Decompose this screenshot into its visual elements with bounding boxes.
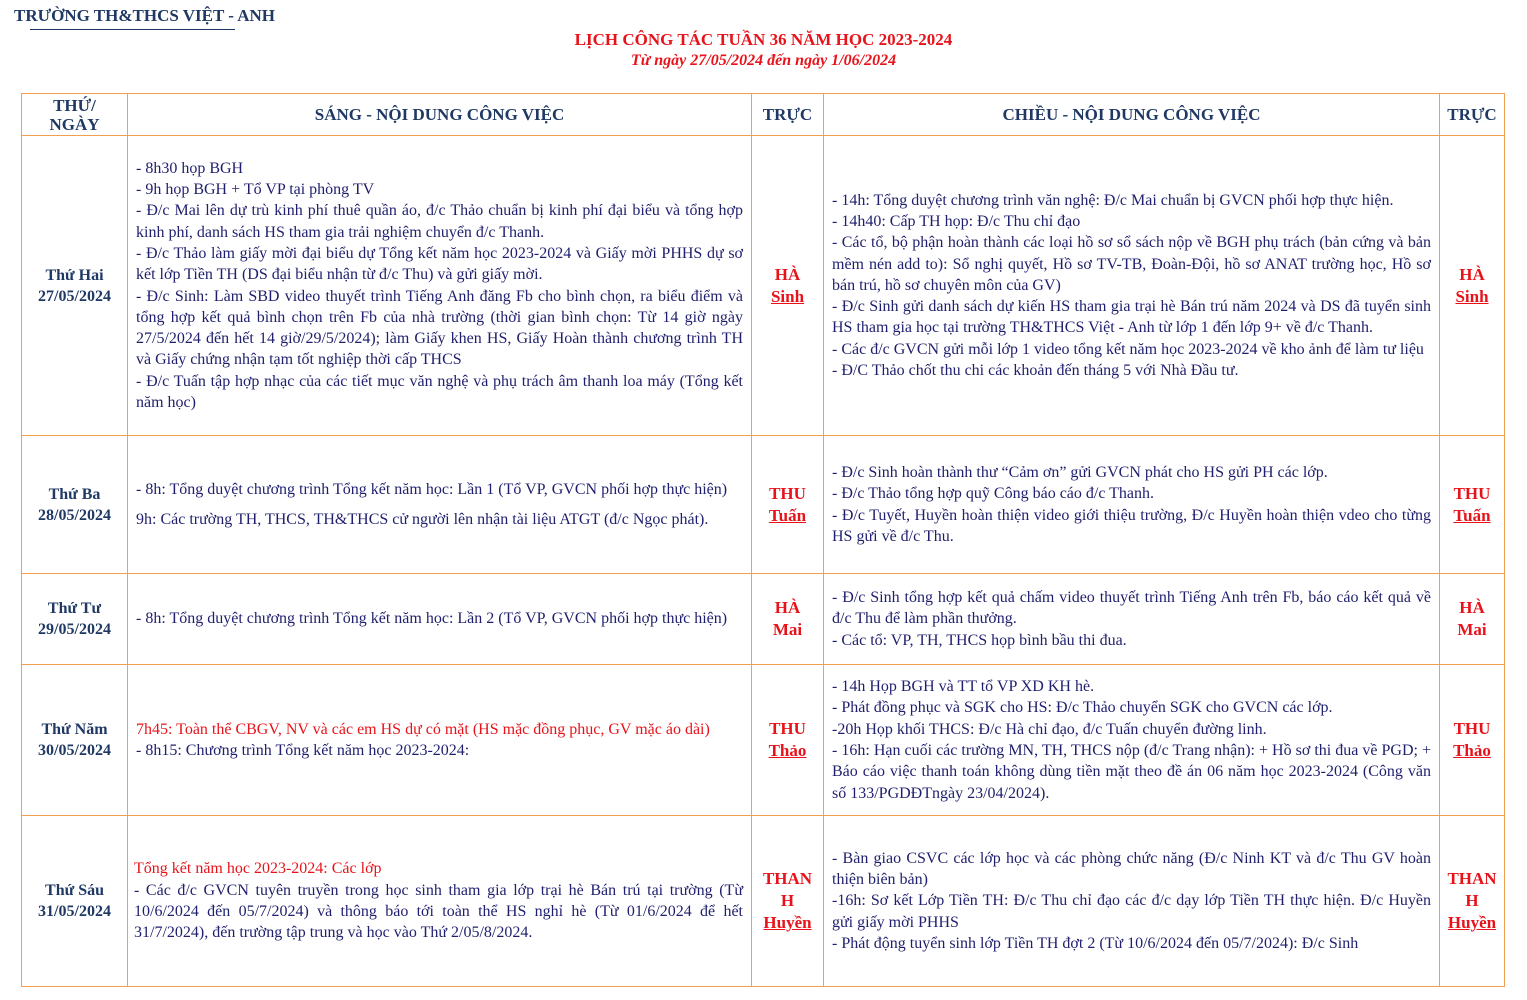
duty-cell-am — [752, 665, 824, 816]
task-line: - 16h: Hạn cuối các trường MN, TH, THCS nộp (đ/c Trang nhận): + Hồ sơ thi đua về PGD; + Báo cáo việc thanh toán không dùng tiền mặt theo đề án 06 năm học 2023-2024 (Công văn số 133/PGDĐTngày 23/04/2024). — [832, 742, 1431, 802]
duty-cell-am — [752, 436, 824, 574]
task-line: - Phát đồng phục và SGK cho HS: Đ/c Thảo chuyển SGK cho GVCN các lớp. — [832, 699, 1333, 717]
day-date: 31/05/2024 — [38, 903, 111, 920]
day-name: Thứ Sáu — [45, 882, 104, 899]
col-header-afternoon: CHIỀU - NỘI DUNG CÔNG VIỆC — [824, 94, 1440, 136]
duty-group: THAN — [762, 869, 813, 888]
duty-group: HÀ — [1459, 598, 1485, 617]
task-line: - Đ/c Sinh gửi danh sách dự kiến HS tham gia trại hè Bán trú năm 2024 và DS đã tuyển sinh HS tham gia học tại trường TH&THCS Việt - Anh từ lớp 1 đến lớp 9+ về đ/c Thanh. — [832, 298, 1431, 337]
day-name: Thứ Tư — [47, 600, 102, 617]
duty-group: THU — [1453, 483, 1491, 503]
day-cell — [22, 136, 128, 436]
duty-group: THAN — [1447, 869, 1497, 888]
day-cell — [22, 574, 128, 665]
duty-group: HÀ — [1459, 264, 1485, 284]
day-name: Thứ Ba — [48, 485, 101, 503]
task-line: - Đ/c Sinh tổng hợp kết quả chấm video thuyết trình Tiếng Anh trên Fb, báo cáo kết quả về đ/c Thu để làm phần thưởng. — [832, 589, 1431, 628]
day-date: 27/05/2024 — [38, 287, 111, 305]
duty-group: H — [780, 891, 795, 910]
school-name: TRƯỜNG TH&THCS VIỆT - ANH — [14, 6, 276, 25]
task-line: - Đ/c Mai lên dự trù kinh phí thuê quần áo, đ/c Thảo chuẩn bị kinh phí đại biểu và tổng hợp kinh phí, danh sách HS tham gia trải nghiệm chuyển đ/c Thanh. — [136, 202, 743, 241]
table-row — [22, 136, 1505, 436]
day-date: 29/05/2024 — [38, 621, 111, 638]
duty-person: Sinh — [770, 286, 805, 306]
task-line: - Phát động tuyển sinh lớp Tiền TH đợt 2 (Từ 10/6/2024 đến 05/7/2024): Đ/c Sinh — [832, 934, 1359, 952]
duty-person: Thảo — [1453, 741, 1491, 760]
schedule-title: LỊCH CÔNG TÁC TUẦN 36 NĂM HỌC 2023-2024 — [574, 30, 953, 49]
task-line: - 8h30 họp BGH — [136, 159, 244, 177]
day-date: 30/05/2024 — [38, 742, 111, 759]
table-header-row — [22, 94, 1505, 136]
task-line: - Các đ/c GVCN tuyên truyền trong học sinh tham gia lớp trại hè Bán trú tại trường (Từ 10/6/2024 đến 05/7/2024) và thông báo tới toàn thể HS nghỉ hè (Từ 01/6/2024 để hết 31/7/2024), đến trường tập trung và học vào Thứ 2/05/8/2024. — [134, 881, 743, 942]
task-line: - Đ/c Sinh hoàn thành thư “Cảm ơn” gửi GVCN phát cho HS gửi PH các lớp. — [832, 463, 1328, 481]
duty-person: Mai — [1457, 620, 1487, 639]
duty-person: Huyền — [1447, 913, 1497, 932]
task-line: - Các tổ: VP, TH, THCS họp bình bầu thi đua. — [832, 631, 1127, 649]
table-row — [22, 436, 1505, 574]
morning-cell — [128, 574, 752, 665]
duty-cell-pm — [1440, 816, 1505, 987]
duty-cell-pm — [1440, 136, 1505, 436]
task-line: - 8h: Tổng duyệt chương trình Tổng kết năm học: Lần 2 (Tổ VP, GVCN phối hợp thực hiện) — [136, 610, 728, 628]
duty-person: Thảo — [768, 741, 807, 760]
duty-cell-pm — [1440, 574, 1505, 665]
col-header-morning: SÁNG - NỘI DUNG CÔNG VIỆC — [128, 94, 752, 136]
afternoon-cell — [824, 574, 1440, 665]
day-date: 28/05/2024 — [38, 506, 111, 524]
task-line: - Đ/c Thảo làm giấy mời đại biểu dự Tổng kết năm học 2023-2024 và Giấy mời PHHS dự sơ kết lớp Tiền TH (DS đại biểu nhận từ đ/c Thu) và gửi giấy mời. — [136, 244, 743, 284]
afternoon-cell — [824, 816, 1440, 987]
task-line: - Đ/C Thảo chốt thu chi các khoản đến tháng 5 với Nhà Đầu tư. — [832, 362, 1239, 380]
col-header-day: THỨ/ NGÀY — [22, 94, 128, 136]
task-line: - 14h Họp BGH và TT tổ VP XD KH hè. — [832, 678, 1095, 696]
duty-group: HÀ — [774, 598, 801, 617]
afternoon-cell — [824, 136, 1440, 436]
duty-group: THU — [769, 719, 806, 738]
table-row — [22, 574, 1505, 665]
duty-cell-am — [752, 574, 824, 665]
afternoon-cell — [824, 665, 1440, 816]
task-line: -16h: Sơ kết Lớp Tiền TH: Đ/c Thu chỉ đạo các đ/c dạy lớp Tiền TH thực hiện. Đ/c Huyền gửi giấy mời PHHS — [832, 892, 1431, 931]
task-line: - 9h họp BGH + Tổ VP tại phòng TV — [136, 181, 375, 199]
duty-group: H — [1465, 891, 1479, 910]
task-line: - Các tổ, bộ phận hoàn thành các loại hồ sơ sổ sách nộp về BGH phụ trách (bản cứng và bản mềm nén add to): Sổ nghị quyết, Hồ sơ TV-TB, Đoàn-Đội, hồ sơ ANAT trường học, Hồ sơ bán trú, hồ sơ chuyên môn của GV) — [832, 234, 1431, 294]
task-line: - Bàn giao CSVC các lớp học và các phòng chức năng (Đ/c Ninh KT và đ/c Thu GV hoàn thiện biên bản) — [832, 849, 1431, 889]
task-line: - Đ/c Sinh: Làm SBD video thuyết trình Tiếng Anh đăng Fb cho bình chọn, ra biểu điểm và tổng hợp kết quả bình chọn trên Fb của nhà trường (thời gian bình chọn: Từ 14 giờ ngày 27/5/2024 đến hết 14 giờ/29/5/2024); làm Giấy khen HS, Giấy Hoàn thành chương trình TH và Giấy chứng nhận tạm tốt nghiệp thời cấp THCS — [136, 287, 743, 369]
morning-cell — [128, 136, 752, 436]
task-line: - Đ/c Thảo tổng hợp quỹ Công báo cáo đ/c Thanh. — [832, 485, 1155, 503]
duty-cell-pm — [1440, 436, 1505, 574]
duty-group: THU — [769, 483, 806, 503]
schedule-date-range: Từ ngày 27/05/2024 đến ngày 1/06/2024 — [630, 52, 897, 69]
day-name: Thứ Hai — [45, 266, 104, 284]
day-name: Thứ Năm — [41, 721, 108, 738]
col-header-duty-pm: TRỰC — [1440, 94, 1505, 136]
day-cell — [22, 665, 128, 816]
duty-cell-pm — [1440, 665, 1505, 816]
task-line: - 14h: Tổng duyệt chương trình văn nghệ: Đ/c Mai chuẩn bị GVCN phối hợp thực hiện. — [832, 191, 1394, 209]
duty-cell-am — [752, 816, 824, 987]
task-line-highlight: Tổng kết năm học 2023-2024: Các lớp — [134, 860, 382, 878]
task-line: - 14h40: Cấp TH họp: Đ/c Thu chỉ đạo — [832, 212, 1081, 230]
table-row — [22, 816, 1505, 987]
weekly-schedule-table — [21, 93, 1505, 987]
duty-group: THU — [1453, 719, 1491, 738]
task-line: - Đ/c Tuấn tập hợp nhạc của các tiết mục văn nghệ và phụ trách âm thanh loa máy (Tổng kết năm học) — [136, 372, 743, 411]
day-cell — [22, 436, 128, 574]
duty-person: Sinh — [1455, 286, 1489, 306]
day-cell — [22, 816, 128, 987]
task-line: - 8h15: Chương trình Tổng kết năm học 2023-2024: — [136, 742, 470, 759]
afternoon-cell — [824, 436, 1440, 574]
duty-person: Tuấn — [768, 505, 807, 525]
duty-person: Mai — [772, 620, 803, 639]
task-line-highlight: 7h45: Toàn thể CBGV, NV và các em HS dự có mặt (HS mặc đồng phục, GV mặc áo dài) — [136, 720, 710, 738]
task-line: 9h: Các trường TH, THCS, TH&THCS cử người lên nhận tài liệu ATGT (đ/c Ngọc phát). — [136, 511, 709, 528]
task-line: - 8h: Tổng duyệt chương trình Tổng kết năm học: Lần 1 (Tổ VP, GVCN phối hợp thực hiện) — [136, 480, 728, 498]
task-line: -20h Họp khối THCS: Đ/c Hà chỉ đạo, đ/c Tuấn chuyển đường linh. — [832, 720, 1267, 738]
duty-person: Huyền — [763, 913, 812, 932]
morning-cell — [128, 816, 752, 987]
duty-cell-am — [752, 136, 824, 436]
task-line: - Các đ/c GVCN gửi mỗi lớp 1 video tổng kết năm học 2023-2024 về kho ảnh để làm tư liệu — [832, 340, 1424, 358]
duty-person: Tuấn — [1453, 505, 1491, 525]
morning-cell — [128, 665, 752, 816]
task-line: - Đ/c Tuyết, Huyền hoàn thiện video giới thiệu trường, Đ/c Huyền hoàn thiện vdeo cho từng HS gửi về đ/c Thu. — [832, 506, 1431, 545]
table-row — [22, 665, 1505, 816]
morning-cell — [128, 436, 752, 574]
col-header-duty-am: TRỰC — [752, 94, 824, 136]
duty-group: HÀ — [774, 264, 801, 284]
